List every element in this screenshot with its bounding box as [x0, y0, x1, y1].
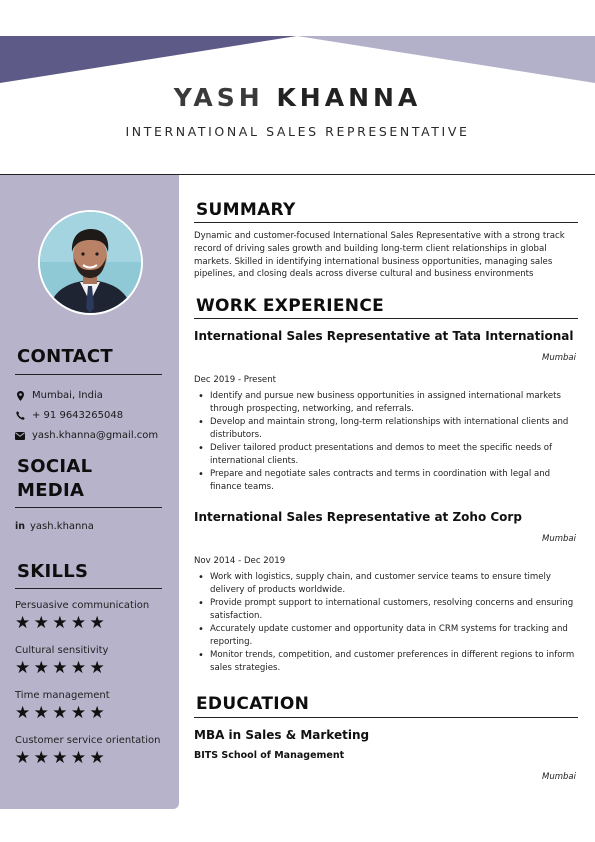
list-item: • Provide prompt support to international customers, resolving concerns and ensuring satisfaction. — [210, 597, 580, 623]
profile-photo — [38, 210, 143, 315]
social-divider — [15, 507, 162, 508]
last-name: KHANNA — [276, 83, 422, 112]
job-1-dates: Dec 2019 - Present — [194, 375, 277, 385]
education-location: Mumbai — [542, 772, 576, 782]
job-1-bullets — [210, 390, 580, 494]
skill-name: Cultural sensitivity — [15, 645, 109, 656]
phone-icon — [14, 411, 26, 420]
header-banner — [0, 36, 595, 86]
work-experience-heading: WORK EXPERIENCE — [196, 296, 385, 316]
contact-phone[interactable] — [14, 410, 123, 421]
summary-divider — [194, 222, 578, 223]
contact-location — [14, 390, 103, 401]
work-experience-divider — [194, 318, 578, 319]
candidate-name — [0, 83, 595, 112]
social-heading-line1: SOCIAL — [17, 456, 93, 477]
job-1-location: Mumbai — [542, 353, 576, 363]
skill-name: Customer service orientation — [15, 735, 161, 746]
skill-rating-stars: ★★★★★ — [15, 658, 109, 678]
social-media-heading — [17, 455, 92, 503]
list-item: • Develop and maintain strong, long-term relationships with international clients and distributors. — [210, 416, 580, 442]
contact-phone-text[interactable]: + 91 9643265048 — [32, 410, 124, 421]
list-item: • Identify and pursue new business opportunities in assigned international markets through prospecting, networking, and referrals. — [210, 390, 580, 416]
job-2-title: International Sales Representative at Zoho Corp — [194, 510, 522, 524]
linkedin-icon: in — [14, 521, 26, 532]
first-name: YASH — [173, 83, 264, 112]
skills-heading: SKILLS — [17, 561, 89, 582]
contact-email-text[interactable]: yash.khanna@gmail.com — [32, 430, 159, 441]
skill-rating-stars: ★★★★★ — [15, 748, 109, 768]
list-item: • Monitor trends, competition, and customer preferences in different regions to inform sales strategies. — [210, 649, 580, 675]
list-item: • Work with logistics, supply chain, and customer service teams to ensure timely delivery of products worldwide. — [210, 571, 580, 597]
job-title-header: INTERNATIONAL SALES REPRESENTATIVE — [125, 124, 470, 139]
skill-name: Persuasive communication — [15, 600, 150, 611]
summary-heading: SUMMARY — [196, 200, 296, 220]
job-2-dates: Nov 2014 - Dec 2019 — [194, 556, 286, 566]
list-item: • Prepare and negotiate sales contracts and terms in coordination with legal and finance teams. — [210, 468, 580, 494]
job-1-title: International Sales Representative at Tata International — [194, 329, 574, 343]
contact-heading: CONTACT — [17, 346, 113, 367]
contact-email[interactable] — [14, 430, 158, 441]
skill-rating-stars: ★★★★★ — [15, 613, 109, 633]
list-item: • Accurately update customer and opportunity data in CRM systems for tracking and reporting. — [210, 623, 580, 649]
education-heading: EDUCATION — [196, 694, 310, 714]
list-item: • Deliver tailored product presentations and demos to meet the specific needs of international clients. — [210, 442, 580, 468]
skills-divider — [15, 588, 162, 589]
contact-divider — [15, 374, 162, 375]
job-2-bullets — [210, 571, 580, 675]
map-pin-icon — [14, 391, 26, 401]
social-heading-line2: MEDIA — [17, 480, 85, 501]
contact-location-text: Mumbai, India — [32, 390, 103, 401]
education-divider — [194, 717, 578, 718]
education-degree: MBA in Sales & Marketing — [194, 728, 370, 742]
education-school: BITS School of Management — [194, 750, 345, 761]
skill-name: Time management — [15, 690, 110, 701]
linkedin-handle[interactable]: yash.khanna — [30, 521, 94, 532]
skill-rating-stars: ★★★★★ — [15, 703, 109, 723]
social-linkedin[interactable] — [14, 521, 94, 532]
job-2-location: Mumbai — [542, 534, 576, 544]
envelope-icon — [14, 432, 26, 440]
summary-text: Dynamic and customer-focused International Sales Representative with a strong track record of driving sales growth and building long-term client relationships in global markets. Skilled in identifying international business opportunities, managing sales pipelines, and closing deals across diverse cultural and business environments — [194, 231, 565, 280]
